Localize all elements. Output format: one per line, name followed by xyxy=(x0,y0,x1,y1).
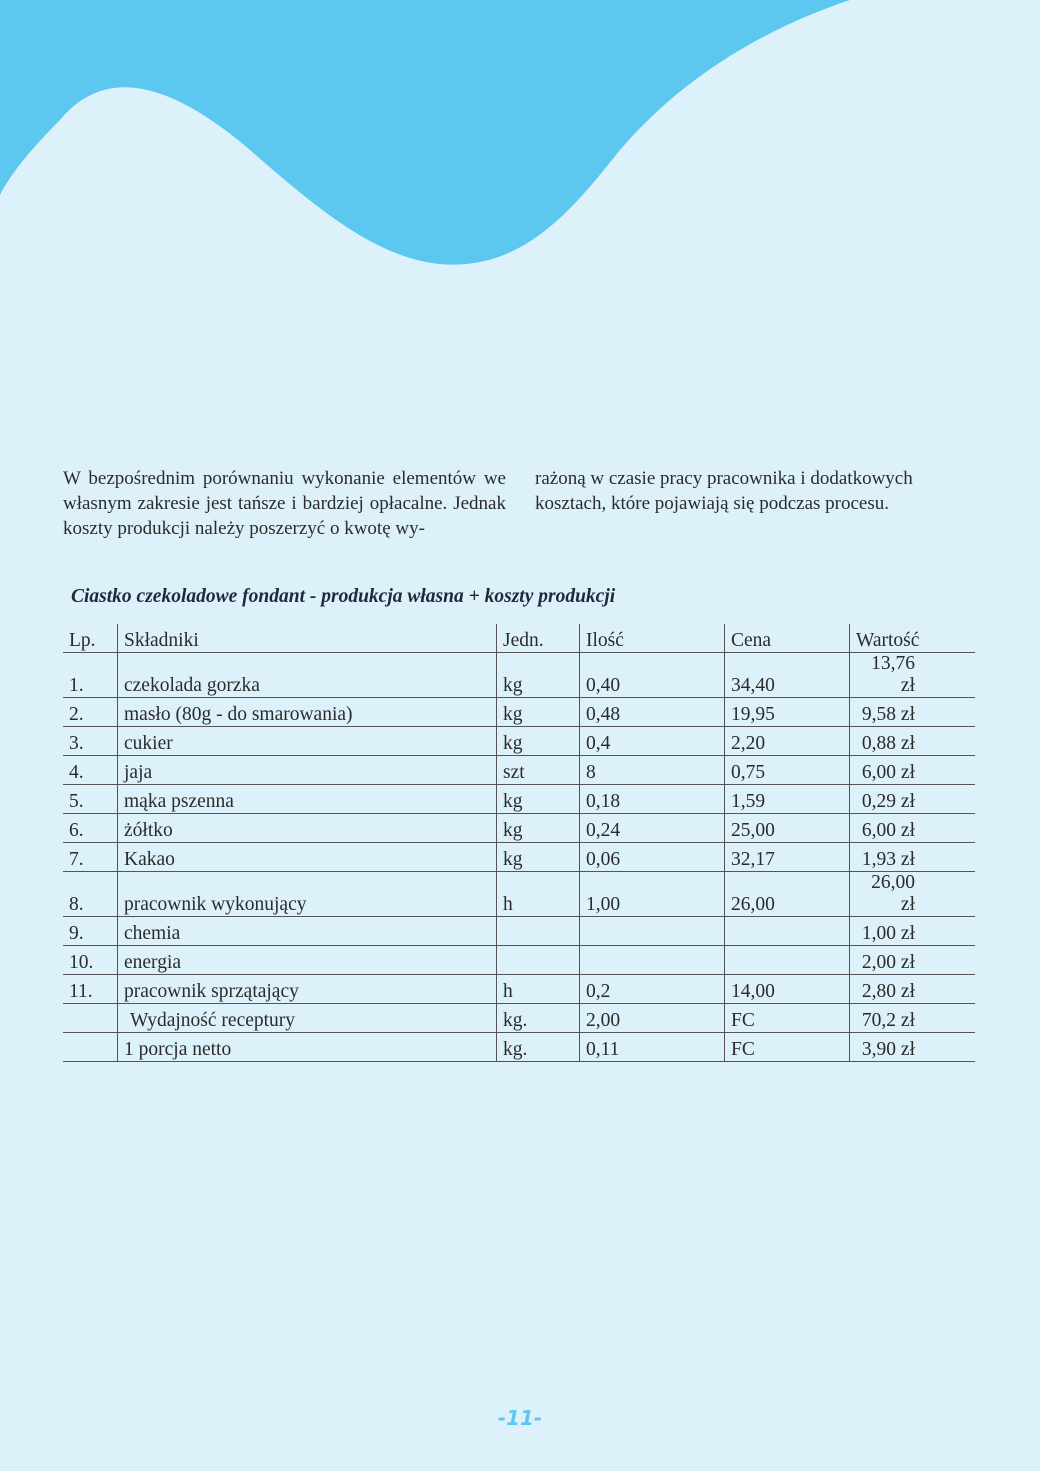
cell-lp: 8. xyxy=(63,872,118,917)
cell-value: 0,88 zł xyxy=(850,727,976,756)
cell-value: 1,93 zł xyxy=(850,843,976,872)
cell-lp: 6. xyxy=(63,814,118,843)
cell-price: 2,20 xyxy=(725,727,850,756)
cell-value: 9,58 zł xyxy=(850,698,976,727)
cell-unit xyxy=(497,917,580,946)
cell-quantity: 1,00 xyxy=(580,872,725,917)
cell-quantity: 0,18 xyxy=(580,785,725,814)
cell-ingredient: chemia xyxy=(118,917,497,946)
table-row xyxy=(63,698,975,727)
cell-quantity: 0,11 xyxy=(580,1033,725,1062)
cell-lp: 3. xyxy=(63,727,118,756)
cell-price: 14,00 xyxy=(725,975,850,1004)
table-row xyxy=(63,785,975,814)
cell-price xyxy=(725,946,850,975)
cell-unit: kg xyxy=(497,785,580,814)
header-price: Cena xyxy=(725,624,850,653)
cell-lp: 7. xyxy=(63,843,118,872)
cell-quantity: 0,40 xyxy=(580,653,725,698)
cell-quantity xyxy=(580,917,725,946)
cell-price: FC xyxy=(725,1033,850,1062)
cell-lp: 10. xyxy=(63,946,118,975)
table-row xyxy=(63,917,975,946)
cell-quantity xyxy=(580,946,725,975)
header-ingredients: Składniki xyxy=(118,624,497,653)
cell-ingredient: 1 porcja netto xyxy=(118,1033,497,1062)
cell-unit: h xyxy=(497,872,580,917)
cell-ingredient: żółtko xyxy=(118,814,497,843)
cell-lp xyxy=(63,1033,118,1062)
intro-paragraph-left: W bezpośrednim porównaniu wykonanie elementów we własnym zakresie jest tańsze i bardziej opłacalne. Jednak koszty produkcji należy poszerzyć o kwotę wy- xyxy=(63,468,506,539)
table-title: Ciastko czekoladowe fondant - produkcja własna + koszty produkcji xyxy=(71,586,616,607)
recipe-cost-table xyxy=(63,624,975,1062)
cell-quantity: 0,24 xyxy=(580,814,725,843)
cell-ingredient: czekolada gorzka xyxy=(118,653,497,698)
cell-price: FC xyxy=(725,1004,850,1033)
cell-value: 2,80 zł xyxy=(850,975,976,1004)
cell-unit: kg xyxy=(497,653,580,698)
cell-ingredient: pracownik sprzątający xyxy=(118,975,497,1004)
cell-ingredient: mąka pszenna xyxy=(118,785,497,814)
cell-value: 13,76 zł xyxy=(850,653,976,698)
cell-lp: 2. xyxy=(63,698,118,727)
table-row xyxy=(63,727,975,756)
cell-quantity: 8 xyxy=(580,756,725,785)
table-row xyxy=(63,843,975,872)
cell-ingredient: masło (80g - do smarowania) xyxy=(118,698,497,727)
table-row xyxy=(63,975,975,1004)
table-header-row xyxy=(63,624,975,653)
cell-quantity: 0,06 xyxy=(580,843,725,872)
cell-value: 2,00 zł xyxy=(850,946,976,975)
cell-ingredient: cukier xyxy=(118,727,497,756)
cell-price: 25,00 xyxy=(725,814,850,843)
cell-ingredient: pracownik wykonujący xyxy=(118,872,497,917)
summary-row xyxy=(63,1004,975,1033)
cell-value: 0,29 zł xyxy=(850,785,976,814)
cell-unit: szt xyxy=(497,756,580,785)
table-row xyxy=(63,756,975,785)
cell-lp: 5. xyxy=(63,785,118,814)
table-row xyxy=(63,946,975,975)
cell-unit: kg. xyxy=(497,1033,580,1062)
cell-price: 26,00 xyxy=(725,872,850,917)
cell-ingredient: jaja xyxy=(118,756,497,785)
cell-value: 70,2 zł xyxy=(850,1004,976,1033)
intro-paragraph-right: rażoną w czasie pracy pracownika i dodatkowych kosztach, które pojawiają się podczas procesu. xyxy=(535,468,913,514)
cell-ingredient: Kakao xyxy=(118,843,497,872)
table-row xyxy=(63,653,975,698)
cell-price: 1,59 xyxy=(725,785,850,814)
cell-quantity: 2,00 xyxy=(580,1004,725,1033)
cell-value: 3,90 zł xyxy=(850,1033,976,1062)
cell-price: 32,17 xyxy=(725,843,850,872)
table-row xyxy=(63,814,975,843)
cell-quantity: 0,48 xyxy=(580,698,725,727)
cell-value: 26,00 zł xyxy=(850,872,976,917)
cell-value: 6,00 zł xyxy=(850,814,976,843)
cell-unit: h xyxy=(497,975,580,1004)
cell-price: 0,75 xyxy=(725,756,850,785)
page-number: -11- xyxy=(497,1406,543,1430)
cell-unit: kg. xyxy=(497,1004,580,1033)
header-value: Wartość xyxy=(850,624,976,653)
cell-unit: kg xyxy=(497,727,580,756)
wave-shape xyxy=(0,0,850,265)
cell-price: 34,40 xyxy=(725,653,850,698)
cell-unit xyxy=(497,946,580,975)
cell-quantity: 0,2 xyxy=(580,975,725,1004)
header-quantity: Ilość xyxy=(580,624,725,653)
cell-price xyxy=(725,917,850,946)
cell-value: 6,00 zł xyxy=(850,756,976,785)
cell-quantity: 0,4 xyxy=(580,727,725,756)
table-row xyxy=(63,872,975,917)
cell-lp: 9. xyxy=(63,917,118,946)
cell-ingredient: Wydajność receptury xyxy=(118,1004,497,1033)
decorative-wave xyxy=(0,0,1040,300)
cell-price: 19,95 xyxy=(725,698,850,727)
cell-unit: kg xyxy=(497,843,580,872)
cell-unit: kg xyxy=(497,698,580,727)
cell-unit: kg xyxy=(497,814,580,843)
cell-ingredient: energia xyxy=(118,946,497,975)
cell-lp: 1. xyxy=(63,653,118,698)
header-unit: Jedn. xyxy=(497,624,580,653)
header-lp: Lp. xyxy=(63,624,118,653)
cell-lp: 11. xyxy=(63,975,118,1004)
cell-value: 1,00 zł xyxy=(850,917,976,946)
summary-row xyxy=(63,1033,975,1062)
cell-lp: 4. xyxy=(63,756,118,785)
cell-lp xyxy=(63,1004,118,1033)
